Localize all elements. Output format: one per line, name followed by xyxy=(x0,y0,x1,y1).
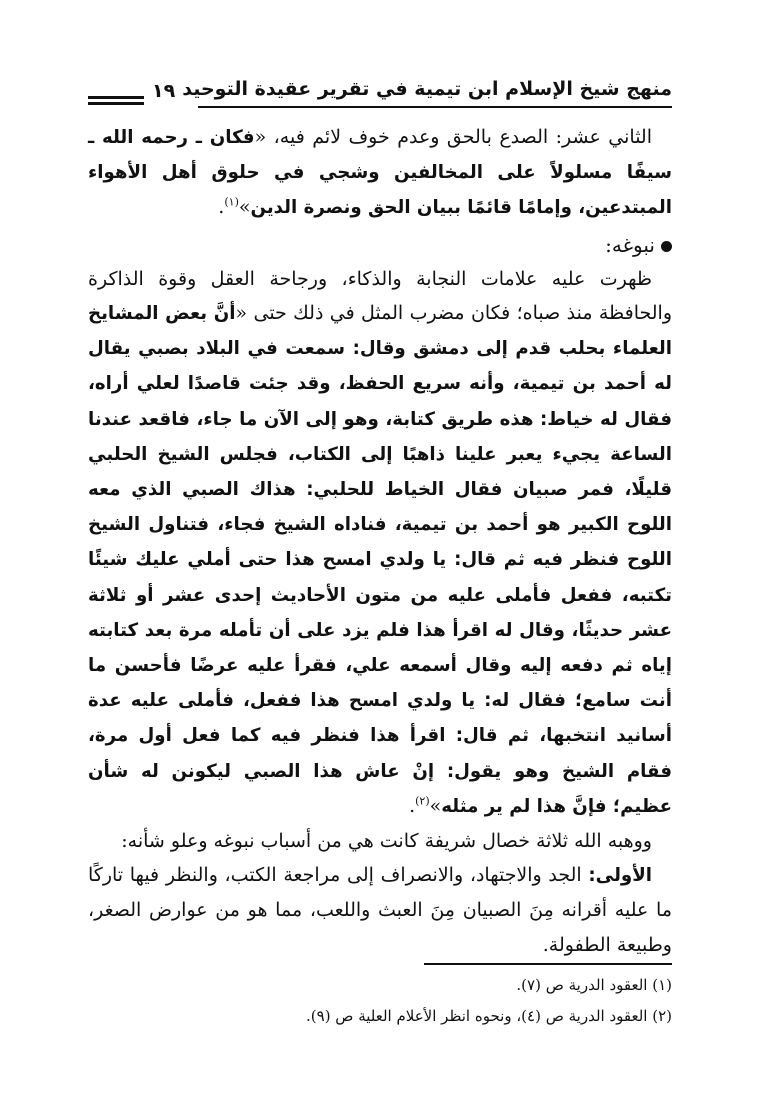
main-text xyxy=(88,120,672,962)
paragraph-twelfth-trait xyxy=(88,120,672,226)
footnote-1: (١) العقود الدرية ص (٧). xyxy=(516,976,672,994)
p2-quote: أنَّ بعض المشايخ العلماء بحلب قدم إلى دمشق وقال: سمعت في البلاد بصبي يقال له أحمد بن تيمية، وأنه سريع الحفظ، وقد جئت قاصدًا لعلي أراه، فقال له خياط: هذه طريق كتابة، وهو إلى الآن ما جاء، فاقعد عندنا الساعة يجيء يعبر علينا ذاهبًا إلى الكتاب، فجلس الشيخ الحلبي قليلًا، فمر صبيان فقال الخياط للحلبي: هذاك الصبي الذي معه اللوح الكبير هو أحمد بن تيمية، فناداه الشيخ فجاء، فتناول الشيخ اللوح فنظر فيه ثم قال: يا ولدي امسح هذا حتى أملي عليك شيئًا تكتبه، ففعل فأملى عليه من متون الأحاديث إحدى عشر أو ثلاثة عشر حديثًا، وقال له اقرأ هذا فلم يزد على أن تأمله مرة بعد كتابته إياه ثم دفعه إليه وقال أسمعه علي، فقرأ عليه عرضًا فأحسن ما أنت سامع؛ فقال له: يا ولدي امسح هذا ففعل، فأملى عليه عدة أسانيد انتخبها، ثم قال: اقرأ هذا فنظر فيه كما فعل أول مرة، فقام الشيخ وهو يقول: إنْ عاش هذا الصبي ليكونن له شأن عظيم؛ فإنَّ هذا لم ير مثله xyxy=(88,303,672,817)
page-header xyxy=(88,78,672,108)
bullet-icon xyxy=(661,241,672,252)
header-rule xyxy=(198,106,672,108)
paragraph-first-trait xyxy=(88,858,672,962)
paragraph-genius xyxy=(88,262,672,824)
footnote-ref-2: (٢) xyxy=(415,794,430,808)
p1-end: . xyxy=(218,196,225,219)
footnote-2: (٢) العقود الدرية ص (٤)، ونحوه انظر الأعلام العلية ص (٩). xyxy=(306,1007,672,1025)
section-heading-text: نبوغه: xyxy=(605,232,655,257)
paragraph-three-traits: ووهبه الله ثلاثة خصال شريفة كانت هي من أسباب نبوغه وعلو شأنه: xyxy=(121,830,652,853)
footnotes xyxy=(88,970,672,1032)
p1-close-quote: » xyxy=(238,196,251,219)
header-double-rule xyxy=(88,96,144,105)
p1-quote: فكان ـ رحمه الله ـ سيفًا مسلولاً على المخالفين وشجي في حلوق أهل الأهواء المبتدعين، وإمامًا قائمًا ببيان الحق ونصرة الدين xyxy=(88,127,672,219)
p2-text: ظهرت عليه علامات النجابة والذكاء، ورجاحة العقل وقوة الذاكرة والحافظة منذ صباه؛ فكان مضرب المثل في ذلك حتى « xyxy=(88,267,673,325)
running-title: منهج شيخ الإسلام ابن تيمية في تقرير عقيدة التوحيد xyxy=(182,78,672,100)
footnote-ref-1: (١) xyxy=(224,196,239,210)
page-number: ١٩ xyxy=(152,80,176,102)
footnote-rule xyxy=(424,963,672,965)
p1-text: الثاني عشر: الصدع بالحق وعدم خوف لائم فيه، « xyxy=(254,126,652,148)
first-trait-label: الأولى: xyxy=(588,865,652,887)
first-trait-text: الجد والاجتهاد، والانصراف إلى مراجعة الكتب، والنظر فيها تاركًا ما عليه أقرانه مِنَ الصبيان مِنَ العبث واللعب، مما هو من عوارض الصغر، وطبيعة الطفولة. xyxy=(88,864,672,956)
p2-end: . xyxy=(409,794,416,817)
section-heading xyxy=(88,228,672,262)
p2-close-quote: » xyxy=(429,794,442,817)
